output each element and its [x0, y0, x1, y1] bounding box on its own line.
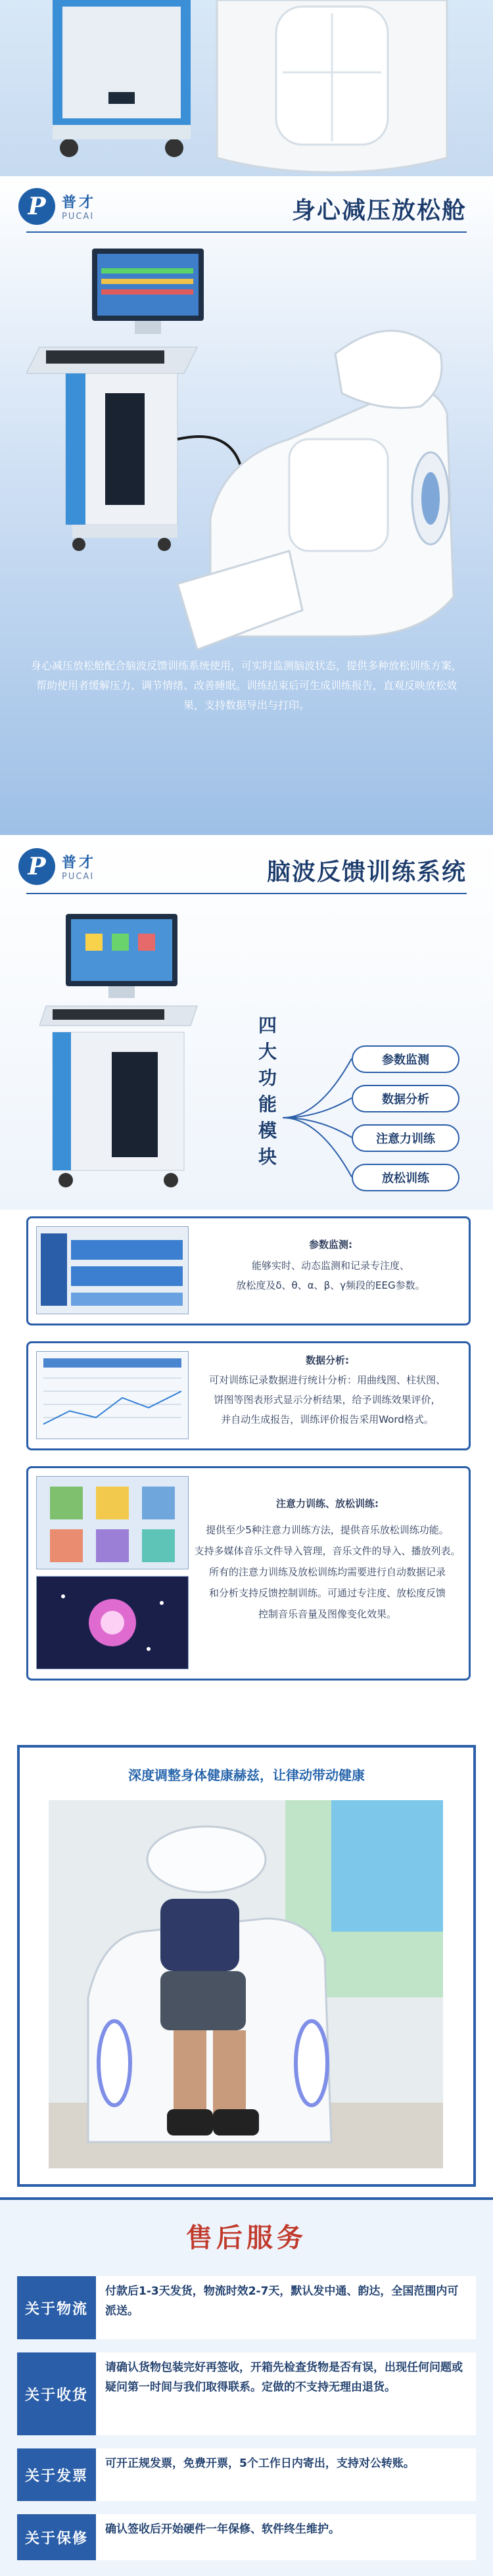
panel-attention-relax [26, 1466, 471, 1681]
service-text: 请确认货物包装完好再签收，开箱先检查货物是否有误，出现任何问题或疑问第一时间与我们取得联系。定做的不支持无理由退货。 [96, 2352, 476, 2435]
pucai-logo-icon: P [18, 188, 55, 225]
relax-pod-section [0, 176, 493, 835]
module-title: 四大功能模块 [258, 1014, 277, 1168]
photo-frame [17, 1745, 476, 2187]
panel-line: 支持多媒体音乐文件导入管理，音乐文件的导入、播放列表。 [194, 1545, 461, 1557]
module-pill-data-analysis: 数据分析 [352, 1085, 459, 1112]
data-analysis-screenshot [36, 1351, 189, 1439]
brand-logo [18, 188, 96, 225]
panel-title: 注意力训练、放松训练: [276, 1498, 379, 1510]
title-rule [26, 231, 467, 233]
panel-line: 并自动生成报告，训练评价报告采用Word格式。 [221, 1414, 434, 1425]
panel-line: 可对训练记录数据进行统计分析：用曲线图、柱状图、 [208, 1374, 446, 1386]
service-label: 关于物流 [17, 2276, 96, 2339]
service-text: 付款后1-3天发货，物流时效2-7天，默认发中通、韵达，全国范围内可派送。 [96, 2276, 476, 2339]
eeg-feedback-section [0, 835, 493, 1210]
title-rule [26, 893, 467, 894]
service-label: 关于保修 [17, 2514, 96, 2560]
panel-title: 数据分析: [306, 1354, 349, 1366]
panel-line: 控制音乐音量及图像变化效果。 [258, 1608, 396, 1620]
service-text: 可开正规发票，免费开票，5个工作日内寄出，支持对公转账。 [96, 2448, 476, 2501]
panel-line: 放松度及δ、θ、α、β、γ频段的EEG参数。 [236, 1279, 425, 1291]
panel-line: 提供至少5种注意力训练方法，提供音乐放松训练功能。 [206, 1524, 449, 1536]
pucai-logo-icon: P [18, 848, 55, 885]
panel-param-monitor [26, 1216, 471, 1325]
panel-line: 饼图等图表形式显示分析结果，给予训练效果评价， [214, 1394, 441, 1406]
logo-cn-text: 普才 [62, 195, 97, 211]
feedback-section-title: 脑波反馈训练系统 [266, 859, 467, 886]
attention-training-screenshot [36, 1476, 189, 1569]
panel-line: 能够实时、动态监测和记录专注度、 [251, 1260, 410, 1272]
relax-training-screenshot [36, 1576, 189, 1669]
module-pill-param-monitor: 参数监测 [352, 1045, 459, 1073]
after-sales-section [0, 2197, 493, 2576]
service-label: 关于发票 [17, 2448, 96, 2501]
photo-caption: 深度调整身体健康赫兹，让律动带动健康 [128, 1767, 365, 1783]
module-connector-lines [279, 1032, 358, 1203]
service-row-logistics [17, 2276, 476, 2339]
eeg-workstation-illustration [39, 914, 210, 1203]
service-row-warranty [17, 2514, 476, 2560]
logo-en-text: PUCAI [62, 212, 95, 222]
service-label: 关于收货 [17, 2352, 96, 2435]
panel-title: 参数监测: [309, 1239, 352, 1251]
param-monitor-screenshot [36, 1226, 189, 1314]
logo-cn-text: 普才 [62, 855, 97, 871]
person-in-pod-photo [49, 1800, 443, 2168]
service-text: 确认签收后开始硬件一年保修、软件终生维护。 [96, 2514, 476, 2560]
brand-logo [18, 848, 96, 885]
relax-pod-illustration [26, 242, 473, 650]
service-row-receiving [17, 2352, 476, 2435]
chair-top-illustration [0, 0, 493, 176]
panel-data-analysis [26, 1341, 471, 1450]
logo-en-text: PUCAI [62, 872, 95, 882]
service-row-invoice [17, 2448, 476, 2501]
section-divider [0, 2197, 493, 2200]
module-pill-relax-training: 放松训练 [352, 1164, 459, 1191]
relax-description: 身心减压放松舱配合脑波反馈训练系统使用，可实时监测脑波状态，提供多种放松训练方案，帮助使用者缓解压力、调节情绪、改善睡眠。训练结束后可生成训练报告，直观反映放松效果，支持数据导出与打印。 [30, 659, 462, 711]
feature-panels-section [0, 1210, 493, 1736]
module-pill-attention-training: 注意力训练 [352, 1124, 459, 1152]
hero-top-section [0, 0, 493, 176]
photo-section [0, 1736, 493, 2197]
service-title: 售后服务 [186, 2223, 307, 2253]
panel-line: 和分析支持反馈控制训练。可通过专注度、放松度反馈 [208, 1587, 446, 1599]
relax-section-title: 身心减压放松舱 [291, 197, 467, 224]
panel-line: 所有的注意力训练及放松训练均需要进行自动数据记录 [208, 1566, 446, 1578]
